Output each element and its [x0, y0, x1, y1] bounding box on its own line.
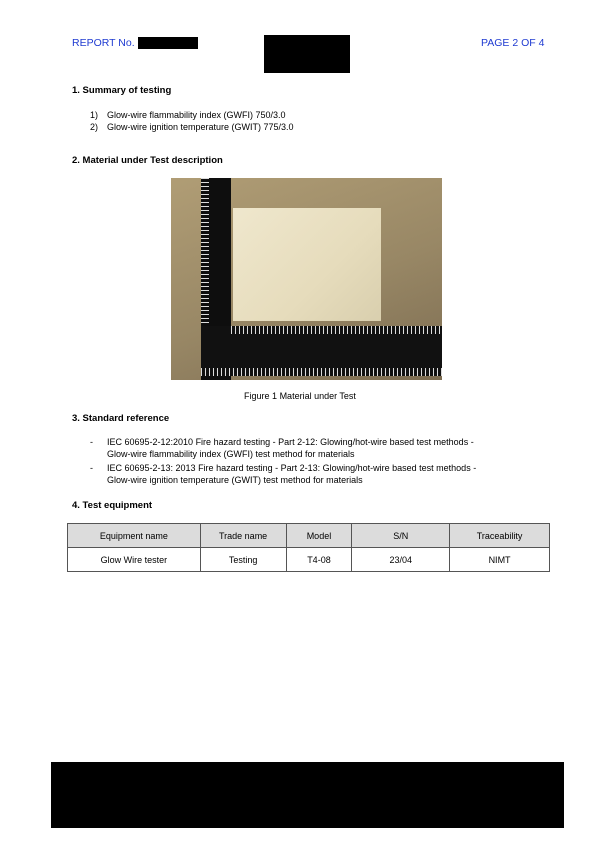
standard-line: IEC 60695-2-13: 2013 Fire hazard testing - Part 2-13: Glowing/hot-wire based test methods -	[107, 463, 477, 473]
column-header: Equipment name	[68, 524, 201, 548]
standard-line: IEC 60695-2-12:2010 Fire hazard testing - Part 2-12: Glowing/hot-wire based test methods -	[107, 437, 474, 447]
section-heading-standard: 3. Standard reference	[72, 413, 170, 424]
list-number: 1)	[90, 110, 99, 120]
column-header: Model	[286, 524, 352, 548]
list-number: 2)	[90, 122, 99, 132]
bullet: -	[90, 463, 93, 473]
redacted-logo	[264, 35, 350, 73]
report-number-label: REPORT No.	[72, 37, 135, 49]
material-sample	[233, 208, 381, 321]
table-row	[68, 548, 550, 572]
redaction-block	[138, 37, 198, 49]
table-cell: Testing	[200, 548, 286, 572]
table-cell: 23/04	[352, 548, 450, 572]
table-cell: NIMT	[450, 548, 550, 572]
table-header-row	[68, 524, 550, 548]
equipment-table	[67, 523, 550, 572]
page-number: PAGE 2 OF 4	[481, 37, 545, 49]
column-header: Traceability	[450, 524, 550, 548]
summary-item: Glow-wire flammability index (GWFI) 750/3.0	[107, 110, 286, 120]
bullet: -	[90, 437, 93, 447]
section-heading-material: 2. Material under Test description	[72, 155, 223, 166]
material-photo	[171, 178, 442, 380]
section-heading-equipment: 4. Test equipment	[72, 500, 153, 511]
redacted-footer	[51, 762, 564, 828]
summary-item: Glow-wire ignition temperature (GWIT) 775/3.0	[107, 122, 294, 132]
column-header: S/N	[352, 524, 450, 548]
table-cell: Glow Wire tester	[68, 548, 201, 572]
table-cell: T4-08	[286, 548, 352, 572]
figure-caption: Figure 1 Material under Test	[244, 391, 356, 401]
section-heading-summary: 1. Summary of testing	[72, 85, 172, 96]
column-header: Trade name	[200, 524, 286, 548]
standard-line: Glow-wire flammability index (GWFI) test method for materials	[107, 449, 355, 459]
standard-line: Glow-wire ignition temperature (GWIT) test method for materials	[107, 475, 363, 485]
report-number	[72, 37, 198, 49]
